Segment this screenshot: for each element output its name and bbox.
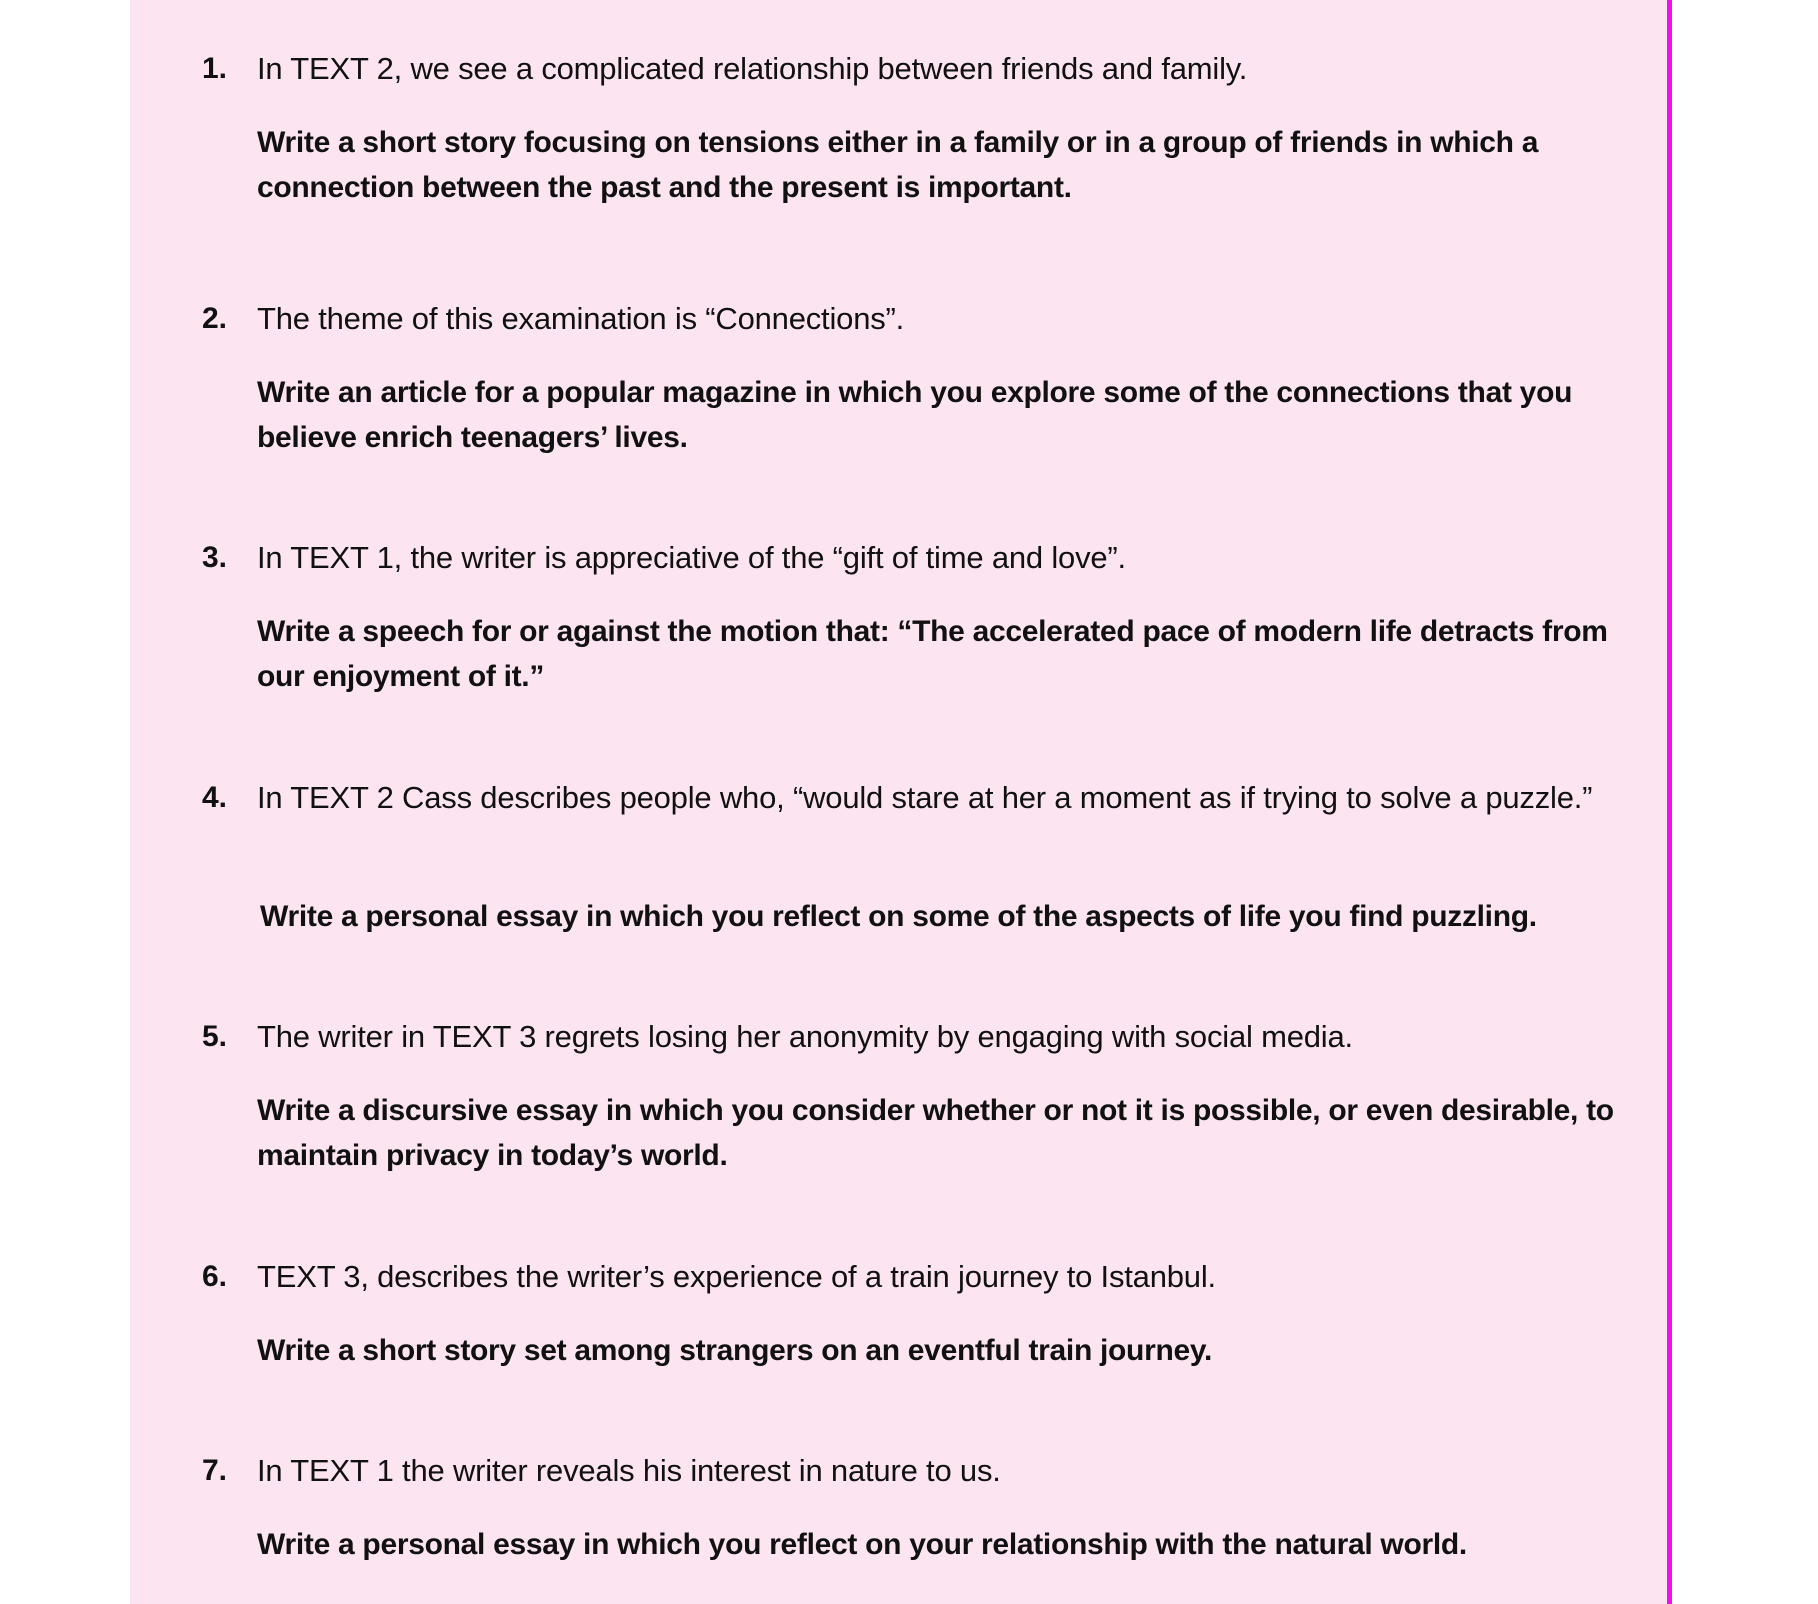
question-prompt: TEXT 3, describes the writer’s experience of a train journey to Istanbul. bbox=[257, 1259, 1216, 1294]
question-task: Write an article for a popular magazine in which you explore some of the connections that you believe enrich teenagers’ lives. bbox=[257, 376, 1573, 454]
question-number: 7. bbox=[202, 1454, 228, 1487]
question-number: 1. bbox=[202, 52, 228, 85]
question-task: Write a short story set among strangers on an eventful train journey. bbox=[257, 1334, 1213, 1367]
question-prompt: In TEXT 1, the writer is appreciative of the “gift of time and love”. bbox=[257, 540, 1126, 575]
question-number: 4. bbox=[202, 781, 228, 814]
question-task: Write a discursive essay in which you consider whether or not it is possible, or even desirable, to maintain privacy in today’s world. bbox=[257, 1094, 1614, 1172]
question-prompt: The theme of this examination is “Connections”. bbox=[257, 301, 905, 336]
question-number: 5. bbox=[202, 1020, 228, 1053]
question-number: 6. bbox=[202, 1260, 228, 1293]
question-task: Write a speech for or against the motion that: “The accelerated pace of modern life detracts from our enjoyment of it.” bbox=[257, 615, 1608, 693]
question-prompt: In TEXT 2 Cass describes people who, “would stare at her a moment as if trying to solve a puzzle.” bbox=[257, 780, 1593, 815]
question-prompt: The writer in TEXT 3 regrets losing her anonymity by engaging with social media. bbox=[257, 1019, 1353, 1054]
question-task: Write a personal essay in which you reflect on some of the aspects of life you find puzzling. bbox=[260, 900, 1537, 933]
question-prompt: In TEXT 2, we see a complicated relationship between friends and family. bbox=[257, 51, 1248, 86]
question-prompt: In TEXT 1 the writer reveals his interest in nature to us. bbox=[257, 1453, 1001, 1488]
question-task: Write a personal essay in which you reflect on your relationship with the natural world. bbox=[257, 1528, 1467, 1561]
question-task: Write a short story focusing on tensions either in a family or in a group of friends in which a connection between the past and the present is important. bbox=[257, 126, 1539, 204]
question-number: 3. bbox=[202, 541, 228, 574]
exam-page bbox=[130, 0, 1672, 1604]
question-number: 2. bbox=[202, 302, 228, 335]
